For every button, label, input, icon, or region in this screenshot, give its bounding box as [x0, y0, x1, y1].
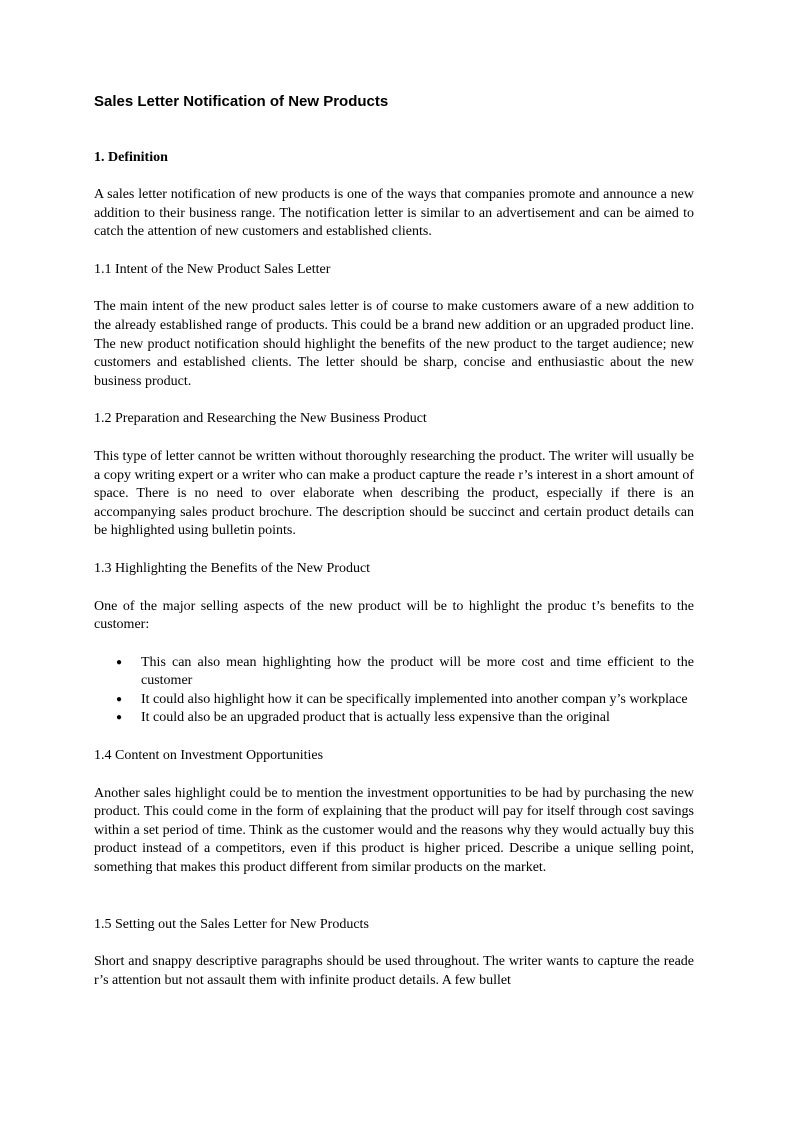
list-item-text: This can also mean highlighting how the product will be more cost and time efficient to the customer [141, 654, 694, 689]
list-item [94, 654, 694, 691]
list-item-text: It could also be an upgraded product that is actually less expensive than the original [141, 710, 610, 726]
paragraph-definition: A sales letter notification of new products is one of the ways that companies promote and announce a new addition to their business range. The notification letter is similar to an advertisement and can be aimed to catch the attention of new customers and established clients. [94, 187, 694, 240]
paragraph-benefits: One of the major selling aspects of the new product will be to highlight the produc t’s benefits to the customer: [94, 598, 694, 633]
section-heading-setting-out: 1.5 Setting out the Sales Letter for New Products [94, 916, 369, 932]
section-heading-benefits: 1.3 Highlighting the Benefits of the New Product [94, 560, 371, 576]
document-title: Sales Letter Notification of New Products [94, 93, 389, 110]
bullet-icon: ● [116, 693, 123, 705]
section-heading-definition: 1. Definition [94, 150, 168, 165]
section-heading-investment: 1.4 Content on Investment Opportunities [94, 748, 324, 764]
section-heading-intent: 1.1 Intent of the New Product Sales Letter [94, 261, 331, 277]
section-heading-preparation: 1.2 Preparation and Researching the New Business Product [94, 411, 427, 427]
paragraph-investment: Another sales highlight could be to mention the investment opportunities to be had by purchasing the new product. This could come in the form of explaining that the product will pay for itself through cost savings within a set period of time. Think as the customer would and the reasons why they would actually buy this product instead of a competitors, even if this product is higher priced. Describe a unique selling point, something that makes this product different from similar products on the market. [94, 785, 694, 876]
document-body [94, 93, 694, 1009]
list-item [94, 709, 694, 728]
paragraph-setting-out: Short and snappy descriptive paragraphs should be used throughout. The writer wants to capture the reade r’s attention but not assault them with infinite product details. A few bullet [94, 954, 694, 988]
paragraph-preparation: This type of letter cannot be written without thoroughly researching the product. The writer will usually be a copy writing expert or a writer who can make a product capture the reade r’s interest in a short amount of space. There is no need to over elaborate when describing the product, especially if there is an accompanying sales product brochure. The description should be succinct and certain product details can be highlighted using bulletin points. [94, 448, 694, 539]
list-item-text: It could also highlight how it can be specifically implemented into another compan y’s workplace [141, 691, 688, 707]
spacer [94, 897, 694, 916]
benefits-bullet-list [94, 654, 694, 728]
paragraph-intent: The main intent of the new product sales letter is of course to make customers aware of a new addition to the already established range of products. This could be a brand new addition or an upgraded product line. The new product notification should highlight the benefits of the new product to the target audience; new customers and established clients. The letter should be sharp, concise and enthusiastic about the new business product. [94, 299, 694, 389]
list-item [94, 691, 694, 710]
bullet-icon: ● [116, 656, 123, 668]
bullet-icon: ● [116, 712, 123, 724]
